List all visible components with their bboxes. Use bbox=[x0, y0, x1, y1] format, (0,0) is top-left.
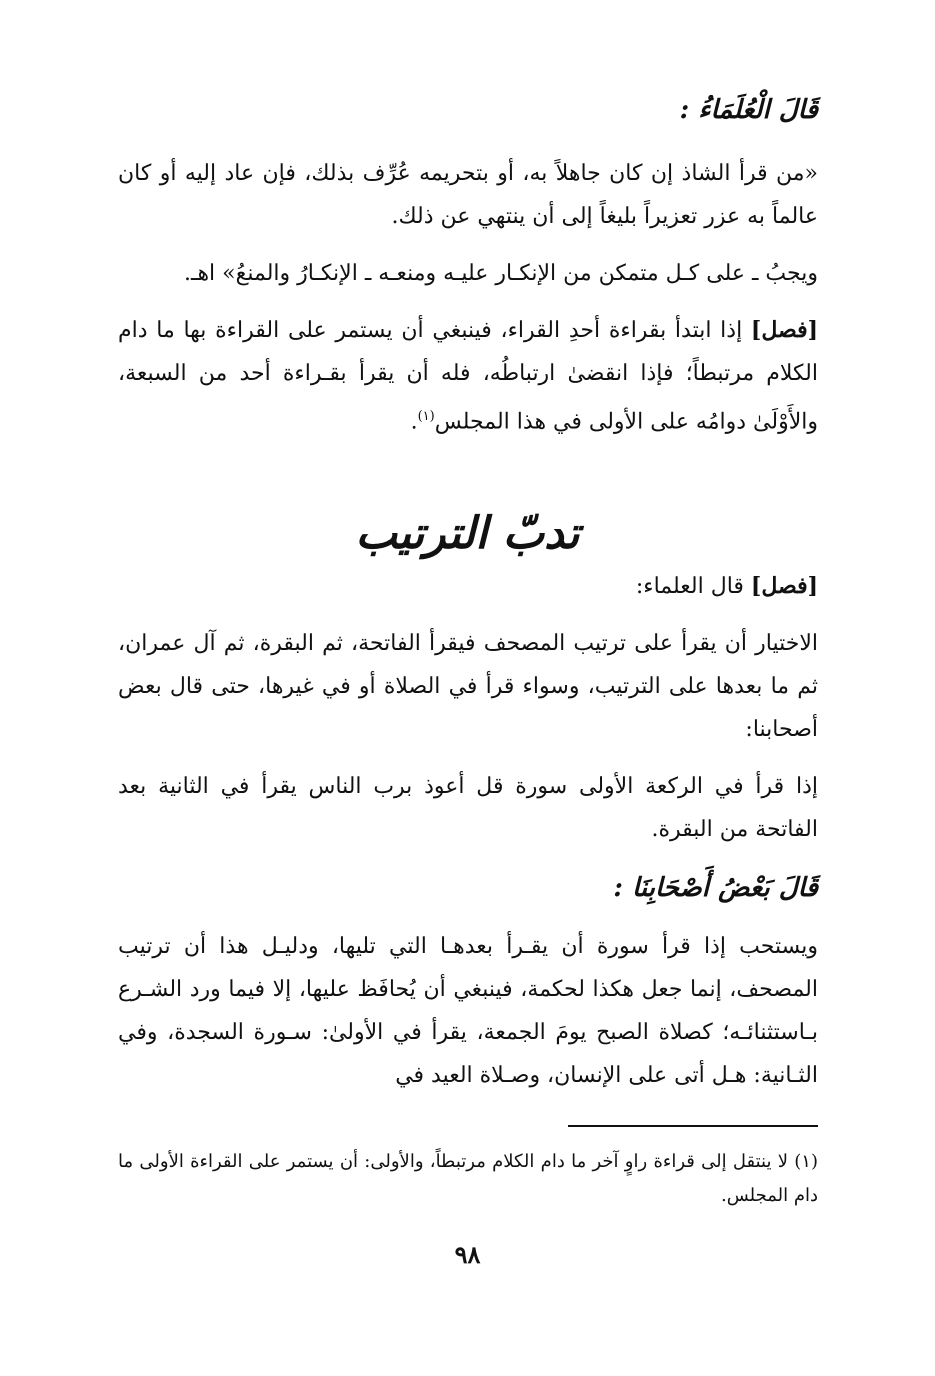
main-text-block-3 bbox=[118, 925, 818, 1097]
fasl-end: . bbox=[410, 409, 418, 435]
paragraph-recommended: ويستحب إذا قرأ سورة أن يقـرأ بعدهـا التي تليها، ودليـل هذا أن ترتيب المصحف، إنما جعل هكذا لحكمة، فينبغي أن يُحافَظ عليها، إلا فيما ورد الشـرع بـاستثنائـه؛ كصلاة الصبح يومَ الجمعة، يقرأ في الأولىٰ: سـورة السجدة، وفي الثـانية: هـل أتى على الإنسان، وصـلاة العيد في bbox=[118, 934, 818, 1088]
chapter-heading-order: تدبّ الترتيب bbox=[355, 508, 580, 559]
paragraph-quote-1: «من قرأ الشاذ إن كان جاهلاً به، أو بتحريمه عُرِّف بذلك، فإن عاد إليه أو كان عالماً به عزر تعزيراً بليغاً إلى أن ينتهي عن ذلك. bbox=[118, 161, 818, 229]
main-text-block-2 bbox=[118, 565, 818, 851]
section-heading-companions: قَالَ بَعْضُ أَصْحَابِنَا : bbox=[613, 873, 818, 903]
paragraph-fasl-scholars bbox=[118, 565, 818, 608]
fasl-body: إذا ابتدأ بقراءة أحدِ القراء، فينبغي أن يستمر على القراءة بها ما دام الكلام مرتبطاً؛ فإذا انقضىٰ ارتباطُه، فله أن يقرأ بقـراءة أحد من السبعة، والأَوْلَىٰ دوامُه على الأولى في هذا المجلس bbox=[118, 318, 818, 435]
fasl-tag-2: [فصل] bbox=[750, 573, 818, 599]
footnote: (١) لا ينتقل إلى قراءة راوٍ آخر ما دام الكلام مرتبطاً، والأولى: أن يستمر على القراءة الأولى ما دام المجلس. bbox=[118, 1151, 818, 1206]
page-number: ٩٨ bbox=[454, 1240, 481, 1269]
paragraph-choice: الاختيار أن يقرأ على ترتيب المصحف فيقرأ الفاتحة، ثم البقرة، ثم آل عمران، ثم ما بعدها على الترتيب، وسواء قرأ في الصلاة أو في غيرها، حتى قال بعض أصحابنا: bbox=[118, 631, 818, 742]
footnote-ref[interactable]: (١) bbox=[417, 409, 435, 424]
footnote-divider bbox=[568, 1125, 818, 1127]
fasl-scholars-body: قال العلماء: bbox=[635, 574, 751, 599]
paragraph-first-rakah: إذا قرأ في الركعة الأولى سورة قل أعوذ برب الناس يقرأ في الثانية بعد الفاتحة من البقرة. bbox=[118, 774, 818, 842]
fasl-tag: [فصل] bbox=[750, 317, 818, 343]
main-text-block-1 bbox=[118, 152, 818, 443]
paragraph-quote-2: ويجبُ ـ على كـل متمكن من الإنكـار عليـه ومنعـه ـ الإنكـارُ والمنعُ» اهـ. bbox=[184, 261, 818, 286]
section-heading-scholars: قَالَ الْعُلَمَاءُ : bbox=[679, 95, 818, 125]
paragraph-fasl-reading bbox=[118, 309, 818, 443]
